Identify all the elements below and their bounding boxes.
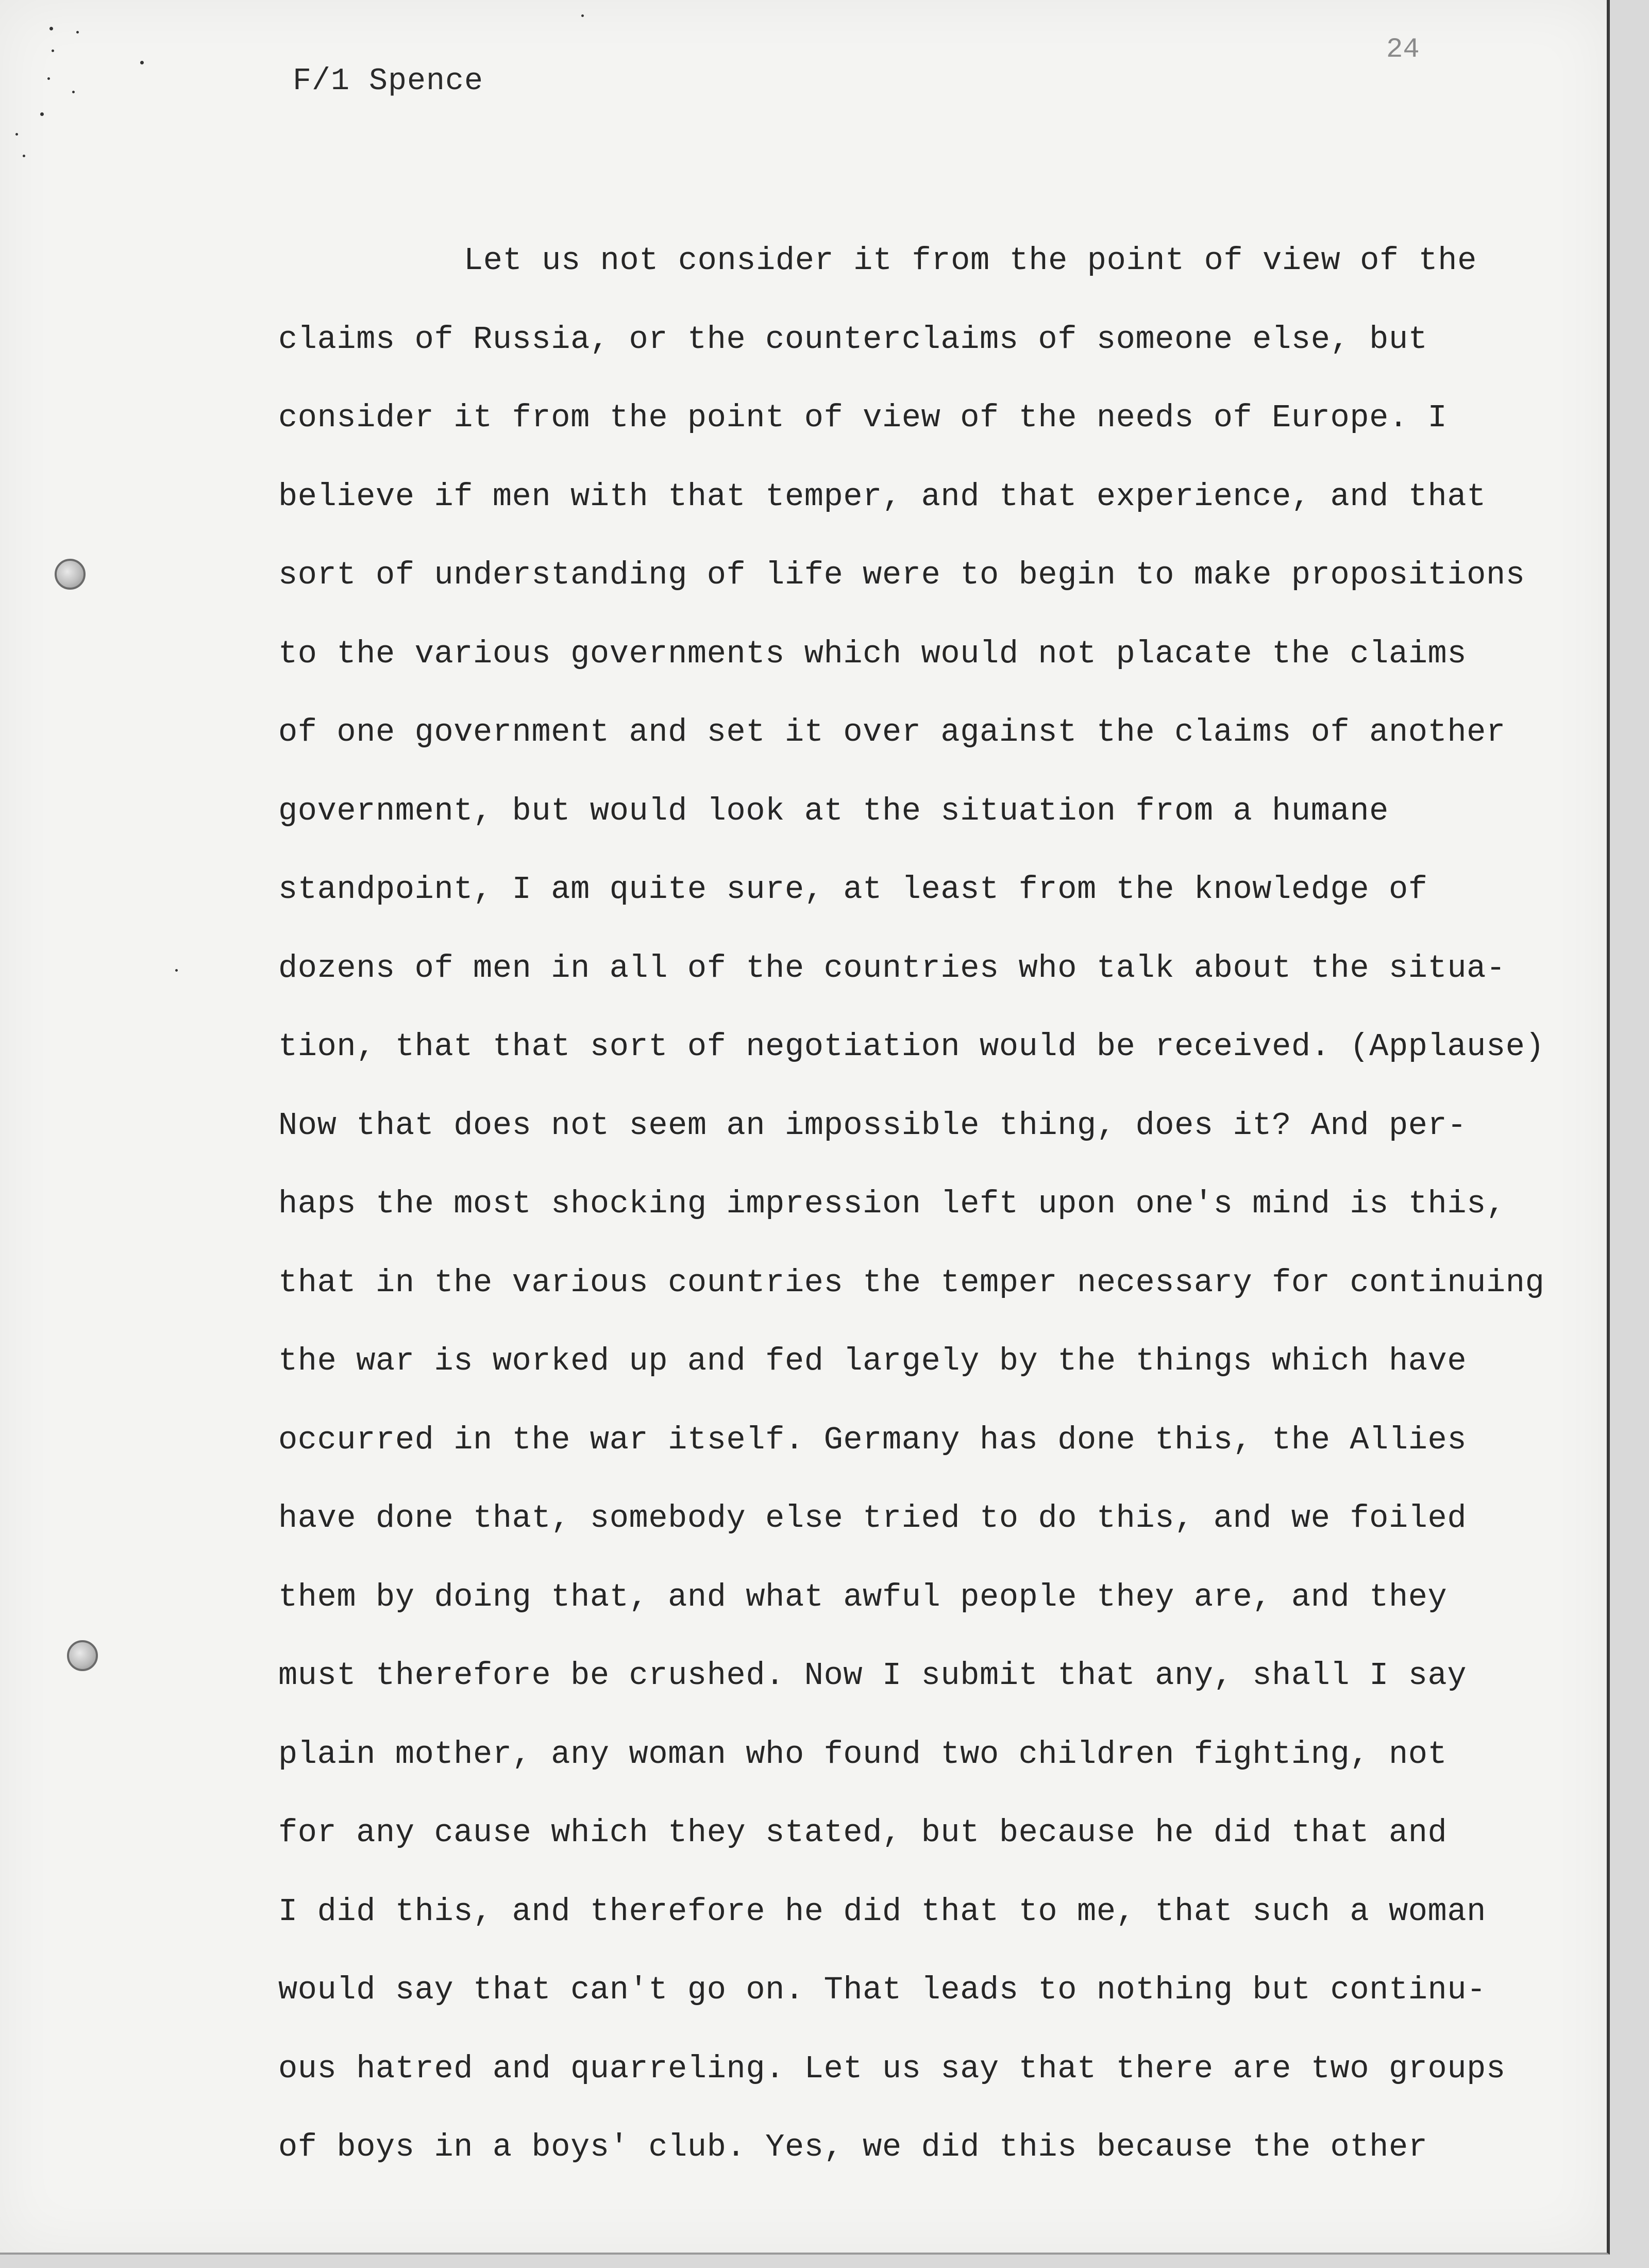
text-line: the war is worked up and fed largely by the things which have <box>278 1343 1467 1379</box>
text-line: claims of Russia, or the counterclaims of someone else, but <box>278 321 1428 358</box>
text-line: would say that can't go on. That leads to nothing but continu- <box>278 1972 1486 2008</box>
margin-speck <box>49 27 53 30</box>
text-line: Now that does not seem an impossible thing, does it? And per- <box>278 1107 1467 1144</box>
margin-speck <box>175 969 178 972</box>
text-line: consider it from the point of view of the needs of Europe. I <box>278 399 1448 436</box>
text-line: of boys in a boys' club. Yes, we did this because the other <box>278 2129 1428 2165</box>
text-line: occurred in the war itself. Germany has done this, the Allies <box>278 1421 1467 1458</box>
text-line: standpoint, I am quite sure, at least from the knowledge of <box>278 871 1428 908</box>
page-number: 24 <box>1386 34 1420 65</box>
text-line: haps the most shocking impression left upon one's mind is this, <box>278 1186 1506 1222</box>
body-text <box>278 222 1567 2187</box>
text-line: them by doing that, and what awful people they are, and they <box>278 1578 1448 1615</box>
text-line: to the various governments which would not placate the claims <box>278 635 1467 672</box>
margin-speck <box>140 61 144 64</box>
margin-speck <box>72 91 75 93</box>
text-line: that in the various countries the temper necessary for continuing <box>278 1264 1545 1301</box>
text-line: Let us not consider it from the point of view of the <box>464 242 1477 279</box>
text-line: must therefore be crushed. Now I submit that any, shall I say <box>278 1657 1467 1694</box>
text-line: believe if men with that temper, and that experience, and that <box>278 478 1486 515</box>
text-line: ous hatred and quarreling. Let us say that there are two groups <box>278 2050 1506 2087</box>
margin-speck <box>47 77 50 80</box>
text-line: government, but would look at the situation from a humane <box>278 792 1389 829</box>
text-line: tion, that that sort of negotiation would be received. (Applause) <box>278 1028 1545 1065</box>
margin-speck <box>15 133 18 136</box>
text-line: dozens of men in all of the countries who talk about the situa- <box>278 949 1506 987</box>
text-line: for any cause which they stated, but because he did that and <box>278 1814 1448 1851</box>
text-line: of one government and set it over against the claims of another <box>278 714 1506 751</box>
margin-speck <box>23 155 25 157</box>
text-line: I did this, and therefore he did that to me, that such a woman <box>278 1893 1486 1930</box>
margin-speck <box>40 112 44 116</box>
punch-hole-upper <box>55 559 86 590</box>
text-line: plain mother, any woman who found two children fighting, not <box>278 1736 1448 1773</box>
margin-speck <box>52 49 54 52</box>
punch-hole-lower <box>67 1640 98 1671</box>
text-line: sort of understanding of life were to begin to make propositions <box>278 557 1525 593</box>
margin-speck <box>76 31 79 34</box>
text-line: have done that, somebody else tried to do this, and we foiled <box>278 1500 1467 1537</box>
page-header: F/1 Spence <box>293 64 484 99</box>
margin-speck <box>581 14 584 17</box>
